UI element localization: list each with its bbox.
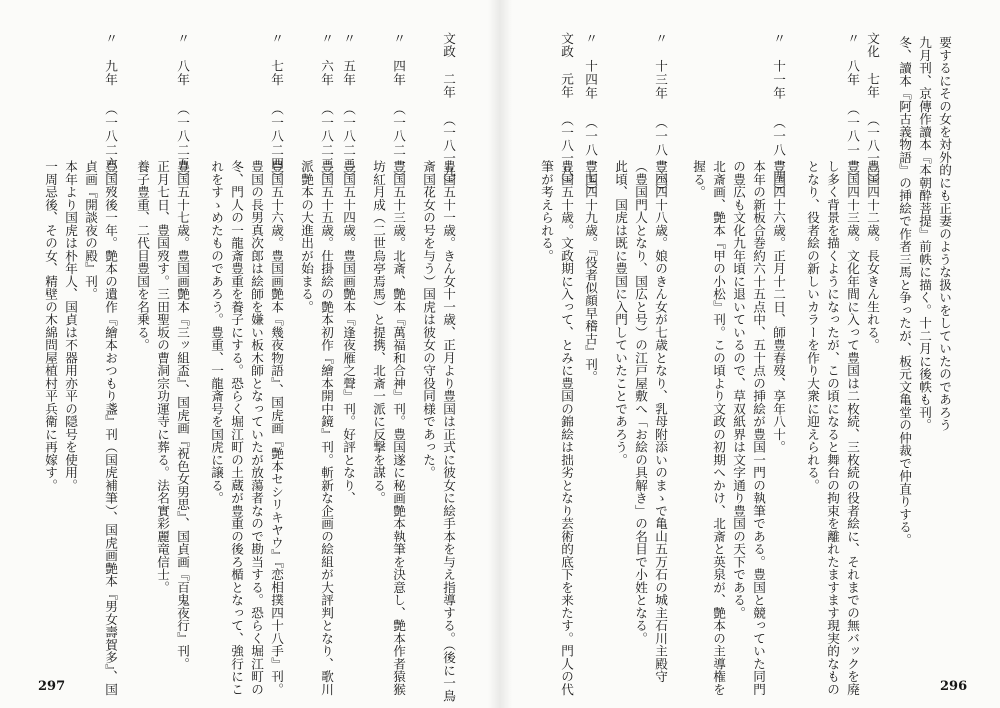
continuation-line: 九月刊、京傳作讀本『本朝酔菩提』前帙に描く。十二月に後帙も刊。 (917, 36, 932, 432)
entry-line: 豊国四十三歳。文化年間に入って豊国は二枚続、三枚続の役者絵に、それまでの無バックを廃 (845, 160, 860, 696)
entry-line: 貞画『開談夜の殿』刊。 (83, 160, 98, 301)
entry-line: 豊国五十四歳。豊国画艶本『逢夜雁之聲』刊。好評となり、 (341, 160, 356, 505)
year-heading: 〃 四年 （一八二一） (391, 32, 406, 184)
entry-line: 豊国の長男真次郎は絵師を嫌い板木師となっていたが放蕩者なので勘当する。恐らく堀江町の (249, 160, 264, 696)
page-number-right: 296 (940, 679, 968, 694)
entry-line: 筆が考えられる。 (539, 160, 554, 262)
year-heading: 〃 十三年 （一八一六） (653, 32, 668, 198)
entry-line: 冬、門人の一龍斎豊重を養子にする。恐らく堀江町の土蔵が豊重の後ろ楯となって、強行にこ (229, 160, 244, 696)
continuation-line: 要するにその女を対外的にも正妻のような扱いをしていたのであろう (937, 36, 952, 432)
year-heading: 〃 八年 （一八一一） (845, 32, 860, 184)
year-heading: 文化 七年 （一八一〇） (865, 32, 880, 190)
entry-line: 斎国花女の号を与う）国虎は彼女の守役同様であった。 (421, 160, 436, 479)
entry-line: 此頃、国虎は既に豊国に入門していたことであろう。 (613, 160, 628, 466)
year-heading: 文政 元年 （一八一八） (559, 32, 574, 190)
year-heading: 〃 八年 （一八二五） (175, 32, 190, 184)
entry-line: 豊国四十九歳。『役者似顔早稽古』刊。 (583, 160, 598, 384)
entry-line: 本年より国虎は朴年人、国貞は不器用亦平の隠号を使用。 (63, 160, 78, 492)
entry-line: れをすゝめたものであろう。豊重、一龍斎号を国虎に譲る。 (209, 160, 224, 505)
entry-line: 坊紅月成（二世烏亭焉馬）と提携、北斎一派に反撃を謀る。 (371, 160, 386, 505)
entry-line: となり、役者絵の新しいカラーを作り大衆に迎えられる。 (805, 160, 820, 492)
entry-line: 本年の新板合巻約六十五点中、五十点の挿絵が豊国一門の執筆である。豊国と競っていた同門 (751, 160, 766, 696)
entry-line: 豊国四十二歳。長女きん生れる。 (865, 160, 880, 352)
entry-line: 豊国五十歳。文政期に入って、とみに豊国の錦絵は拙劣となり芸術的底下を来たす。門人の代 (559, 160, 574, 696)
year-heading: 〃 九年 （一八二六） (103, 32, 118, 184)
entry-line: 豊国歿後一年。艶本の遺作『繪本おつもり盞』刊（国虎補筆）、国虎画艶本『男女壽賀多』、国 (103, 160, 118, 696)
year-heading: 〃 十四年 （一八一七） (583, 32, 598, 198)
entry-line: 豊国五十五歳。仕掛絵の艶本初作『繪本開中鏡』刊。斬新な企画の絵組が大評判となり、歌川 (319, 160, 334, 696)
year-heading: 文政 二年 （一八一九） (441, 32, 456, 190)
year-heading: 〃 十一年 （一八一四） (771, 32, 786, 198)
entry-line: 握る。 (691, 160, 706, 199)
entry-line: の豊広も文化九年頃に退いているので、草双紙界は文字通り豊国の天下である。 (731, 160, 746, 619)
year-heading: 〃 七年 （一八二四） (269, 32, 284, 184)
entry-line: 豊国五十三歳。北斎、艶本『萬福和合神』刊。豊国遂に秘画艶本執筆を決意し、艶本作者猿猴 (391, 160, 406, 696)
continuation-line: 冬、讀本『阿古義物語』の挿絵で作者三馬と争ったが、板元文亀堂の仲裁で仲直りする。 (897, 36, 912, 546)
entry-line: 派艶本の大進出が始まる。 (299, 160, 314, 313)
year-heading: 〃 六年 （一八二三） (319, 32, 334, 184)
book-gutter (488, 0, 512, 708)
year-heading: 〃 五年 （一八二二） (341, 32, 356, 184)
entry-line: 豊国五十一歳。きん女十一歳、正月より豊国は正式に彼女に絵手本を与え指導する。（後に一鳥 (441, 160, 456, 702)
entry-line: 北斎画、艶本『甲の小松』刊。この頃より文政の初期へかけ、北斎と英泉が、艶本の主導権を (711, 160, 726, 696)
entry-line: 豊国五十七歳。豊国画艶本『三ッ組盃』、国虎画『祝色女男思』、国貞画『百鬼夜行』刊。 (175, 160, 190, 671)
entry-line: 豊国四十八歳。娘のきん女が七歳となり、乳母附添いのまゝで亀山五万石の城主石川主殿守 (653, 160, 668, 683)
entry-line: （豊国門人となり、国広と号）の江戸屋敷へ「お絵の具解き」の名目で小姓となる。 (633, 160, 648, 645)
entry-line: し多く背景を描くようになったが、この頃になると舞台の拘束を離れたますます現実的なもの (825, 160, 840, 696)
entry-line: 豊国五十六歳。豊国画艶本『幾夜物語』、国虎画『艶本セシリキヤウ』『恋相撲四十八手』刊。 (269, 160, 284, 696)
entry-line: 豊国四十六歳。正月十二日、師豊春歿、享年八十。 (771, 160, 786, 454)
entry-line: 正月七日、豊国歿す。三田聖坂の曹洞宗功運寺に葬る。法名實彩麗竜信士。 (155, 160, 170, 594)
entry-line: 一周忌後、その女、精壁の木綿問屋植村平兵衛に再嫁す。 (43, 160, 58, 492)
entry-line: 養子豊重、二代目豊国を名乗る。 (135, 160, 150, 352)
page-number-left: 297 (38, 679, 66, 694)
